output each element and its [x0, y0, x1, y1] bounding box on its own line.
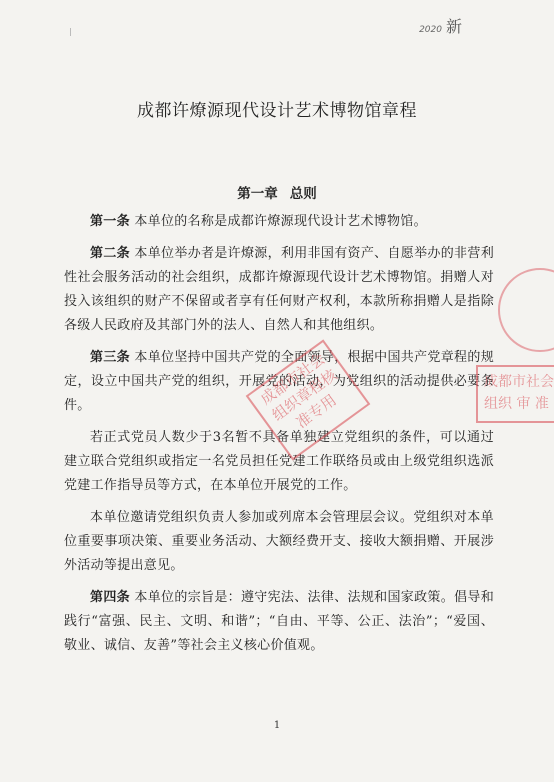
scan-artifact — [70, 28, 71, 36]
article-label: 第三条 — [90, 350, 130, 365]
paragraph-party-participation — [64, 506, 494, 578]
article-label: 第一条 — [90, 214, 130, 229]
handwritten-char: 新 — [445, 17, 462, 36]
partial-round-seal — [498, 268, 554, 352]
paragraph-text: 本单位的宗旨是：遵守宪法、法律、法规和国家政策。倡导和践行“富强、民主、文明、和谐”；“自由、平等、公正、法治”；“爱国、敬业、诚信、友善”等社会主义核心价值观。 — [64, 590, 494, 653]
article-label: 第二条 — [90, 246, 130, 261]
article-label: 第四条 — [90, 590, 130, 605]
chapter-number: 第一章 — [237, 186, 278, 202]
paragraph-article-1 — [64, 210, 494, 234]
handwritten-year: 2020 — [419, 25, 442, 35]
paragraph-text: 本单位邀请党组织负责人参加或列席本会管理层会议。党组织对本单位重要事项决策、重要业务活动、大额经费开支、接收大额捐赠、开展涉外活动等提出意见。 — [64, 510, 494, 573]
approval-stamp-center: 成都市社会组织章程核准专用 — [246, 339, 371, 460]
approval-stamp-right: 成都市社会组织 审 准 — [476, 365, 554, 423]
chapter-name: 总则 — [289, 186, 317, 202]
paragraph-text: 若正式党员人数少于3名暂不具备单独建立党组织的条件，可以通过建立联合党组织或指定一名党员担任党建工作联络员或由上级党组织选派党建工作指导员等方式，在本单位开展党的工作。 — [64, 430, 494, 493]
paragraph-article-2 — [64, 242, 494, 338]
chapter-heading — [0, 182, 554, 202]
paragraph-article-4 — [64, 586, 494, 658]
paragraph-text: 本单位举办者是许燎源，利用非国有资产、自愿举办的非营利性社会服务活动的社会组织，成都许燎源现代设计艺术博物馆。捐赠人对投入该组织的财产不保留或者享有任何财产权利，本款所称捐赠人是指除各级人民政府及其部门外的法人、自然人和其他组织。 — [64, 246, 494, 333]
document-title: 成都许燎源现代设计艺术博物馆章程 — [137, 101, 417, 121]
page-number: 1 — [273, 720, 281, 731]
paragraph-text: 本单位的名称是成都许燎源现代设计艺术博物馆。 — [134, 214, 427, 229]
handwritten-note — [419, 14, 462, 37]
paragraph-text: 本单位坚持中国共产党的全面领导，根据中国共产党章程的规定，设立中国共产党的组织，开展党的活动，为党组织的活动提供必要条件。 — [64, 350, 494, 413]
